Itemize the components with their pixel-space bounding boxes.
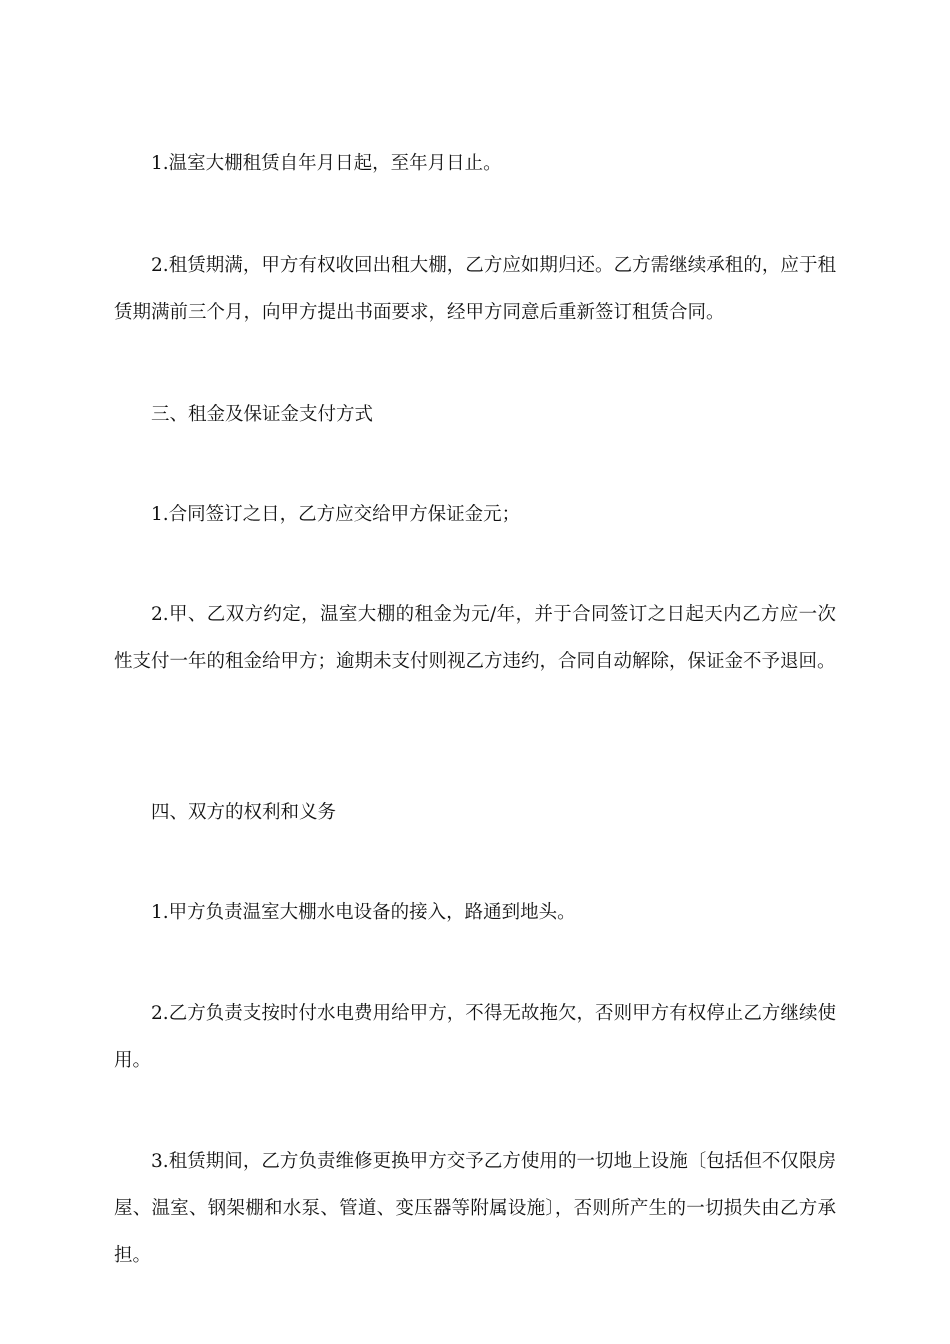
rights-clause-3: 3.租赁期间，乙方负责维修更换甲方交予乙方使用的一切地上设施〔包括但不仅限房屋、温室、钢架棚和水泵、管道、变压器等附属设施〕，否则所产生的一切损失由乙方承担。	[114, 1151, 836, 1266]
term-clause-1: 1.温室大棚租赁自年月日起，至年月日止。	[151, 153, 502, 174]
rent-clause-1: 1.合同签订之日，乙方应交给甲方保证金元；	[151, 504, 521, 525]
term-clause-2: 2.租赁期满，甲方有权收回出租大棚，乙方应如期归还。乙方需继续承租的，应于租赁期满前三个月，向甲方提出书面要求，经甲方同意后重新签订租赁合同。	[114, 255, 836, 323]
section-heading-rent-deposit: 三、租金及保证金支付方式	[151, 404, 374, 425]
rights-clause-1: 1.甲方负责温室大棚水电设备的接入，路通到地头。	[151, 902, 576, 923]
rights-clause-2: 2.乙方负责支按时付水电费用给甲方，不得无故拖欠，否则甲方有权停止乙方继续使用。	[114, 1003, 836, 1071]
section-heading-rights-obligations: 四、双方的权利和义务	[151, 802, 337, 823]
rent-clause-2: 2.甲、乙双方约定，温室大棚的租金为元/年，并于合同签订之日起天内乙方应一次性支付一年的租金给甲方；逾期未支付则视乙方违约，合同自动解除，保证金不予退回。	[114, 604, 836, 672]
